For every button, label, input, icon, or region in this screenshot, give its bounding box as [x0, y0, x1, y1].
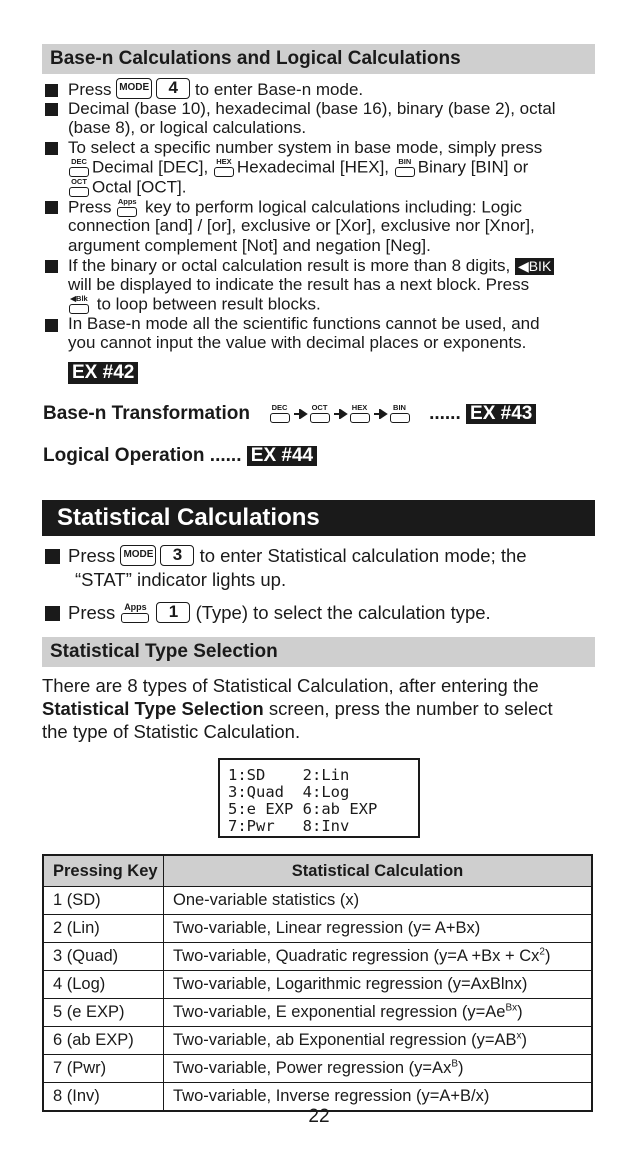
calc-cell: One-variable statistics (x) [164, 887, 593, 915]
transform-label: Base-n Transformation [43, 403, 250, 425]
bin-key-icon: BIN [389, 403, 411, 425]
calc-cell: Two-variable, E exponential regression $(y=Ae^{Bx})$ [164, 999, 593, 1027]
key-cell: 4 (Log) [43, 971, 164, 999]
hex-key-icon: HEX [213, 157, 235, 179]
key-cell: 6 (ab EXP) [43, 1027, 164, 1055]
table-row [43, 971, 592, 999]
blk-key-icon: ◀Blk [68, 294, 90, 316]
key-1-icon: 1 [156, 602, 190, 623]
bullet [45, 201, 58, 214]
mode-key-icon: MODE [116, 78, 152, 99]
arrow-right-icon [374, 409, 388, 419]
key-cell: 5 (e EXP) [43, 999, 164, 1027]
table-header-row [43, 855, 592, 887]
statistical-calculation-table [42, 854, 593, 1112]
table-row [43, 943, 592, 971]
arrow-right-icon [334, 409, 348, 419]
base-n-bullet-4-line-1: Press Apps key to perform logical calculations including: Logic [68, 197, 522, 219]
base-n-bullet-4-line-2: connection [and] / [or], exclusive or [Xor], exclusive nor [Xnor], [68, 216, 535, 235]
column-header: Pressing Key [43, 855, 164, 887]
base-n-section-title: Base-n Calculations and Logical Calculations [42, 44, 595, 74]
key-cell: 8 (Inv) [43, 1083, 164, 1112]
stat-bullet-1-line-2: “STAT” indicator lights up. [75, 569, 287, 590]
table-row [43, 1055, 592, 1083]
base-n-bullet-4-line-3: argument complement [Not] and negation [Neg]. [68, 236, 431, 255]
oct-key-icon: OCT [309, 403, 331, 425]
bullet [45, 319, 58, 332]
lcd-line: 5:e EXP 6:ab EXP [228, 800, 378, 818]
calc-cell: Two-variable, Quadratic regression $(y=A +Bx + Cx^2)$ [164, 943, 593, 971]
column-header: Statistical Calculation [164, 855, 593, 887]
page-number: 22 [308, 1106, 330, 1127]
bullet [45, 606, 60, 621]
arrow-right-icon [294, 409, 308, 419]
dec-key-icon: DEC [68, 157, 90, 179]
bullet [45, 103, 58, 116]
base-n-bullet-3-line-2: DEC Decimal [DEC], HEX Hexadecimal [HEX], BIN Binary [BIN] or [68, 157, 528, 179]
apps-key-icon: Apps [116, 197, 138, 219]
logical-operation-row [43, 446, 317, 466]
calc-cell: Two-variable, Inverse regression (y=A+B/x) [164, 1083, 593, 1112]
oct-key-icon: OCT [68, 177, 90, 199]
stat-paragraph-line-3: the type of Statistic Calculation. [42, 721, 301, 742]
key-cell: 2 (Lin) [43, 915, 164, 943]
lcd-screen [218, 758, 420, 838]
stat-bullet-1-line-1: Press MODE 3 to enter Statistical calculation mode; the [68, 544, 527, 566]
table-row [43, 999, 592, 1027]
dec-key-icon: DEC [269, 403, 291, 425]
bullet [45, 142, 58, 155]
base-n-bullet-3-line-3: OCT Octal [OCT]. [68, 177, 186, 199]
mode-key-icon: MODE [120, 545, 156, 566]
lcd-line: 3:Quad 4:Log [228, 783, 350, 801]
bullet [45, 549, 60, 564]
table-row [43, 887, 592, 915]
key-4-icon: 4 [156, 78, 190, 99]
base-n-bullet-5-line-2: will be displayed to indicate the result has a next block. Press [68, 275, 530, 294]
block-indicator: ◀BIK [515, 258, 554, 275]
table-row [43, 915, 592, 943]
example-44-tag: EX #44 [247, 446, 317, 466]
calc-cell: Two-variable, Power regression $(y=Ax^B)$ [164, 1055, 593, 1083]
base-n-bullet-3-line-1: To select a specific number system in base mode, simply press [68, 138, 543, 157]
key-cell: 3 (Quad) [43, 943, 164, 971]
calc-cell: Two-variable, ab Exponential regression $(y=AB^x)$ [164, 1027, 593, 1055]
base-n-transformation-row [43, 403, 536, 425]
statistical-section-title: Statistical Calculations [42, 500, 595, 536]
lcd-line: 7:Pwr 8:Inv [228, 817, 350, 835]
example-43-tag: EX #43 [466, 404, 536, 424]
bin-key-icon: BIN [394, 157, 416, 179]
key-cell: 7 (Pwr) [43, 1055, 164, 1083]
base-n-bullet-1 [68, 80, 363, 101]
bullet [45, 260, 58, 273]
dots: ...... [429, 403, 461, 425]
key-cell: 1 (SD) [43, 887, 164, 915]
table-row [43, 1027, 592, 1055]
base-n-bullet-2-line-2: (base 8), or logical calculations. [68, 118, 307, 137]
bullet [45, 84, 58, 97]
text: Press [68, 80, 112, 99]
apps-key-icon: Apps [120, 603, 150, 625]
base-n-bullet-6-line-1: In Base-n mode all the scientific functions cannot be used, and [68, 314, 540, 333]
base-n-bullet-5-line-1: If the binary or octal calculation result is more than 8 digits, ◀BIK [68, 256, 554, 276]
base-n-bullet-6-line-2: you cannot input the value with decimal places or exponents. [68, 333, 527, 352]
stat-bullet-2: Press Apps 1 (Type) to select the calculation type. [68, 601, 491, 625]
calc-cell: Two-variable, Logarithmic regression (y=AxBlnx) [164, 971, 593, 999]
calc-cell: Two-variable, Linear regression (y= A+Bx) [164, 915, 593, 943]
key-3-icon: 3 [160, 545, 194, 566]
hex-key-icon: HEX [349, 403, 371, 425]
stat-paragraph-line-2: Statistical Type Selection screen, press the number to select [42, 698, 553, 719]
base-n-bullet-2-line-1: Decimal (base 10), hexadecimal (base 16), binary (base 2), octal [68, 99, 556, 118]
statistical-type-selection-title: Statistical Type Selection [42, 637, 595, 667]
stat-paragraph-line-1: There are 8 types of Statistical Calculation, after entering the [42, 675, 539, 696]
base-n-bullet-5-line-3: ◀Blk to loop between result blocks. [68, 294, 321, 316]
text: to enter Base-n mode. [194, 80, 364, 99]
logical-label: Logical Operation ...... [43, 445, 242, 466]
lcd-line: 1:SD 2:Lin [228, 766, 350, 784]
example-42-tag: EX #42 [68, 362, 138, 384]
